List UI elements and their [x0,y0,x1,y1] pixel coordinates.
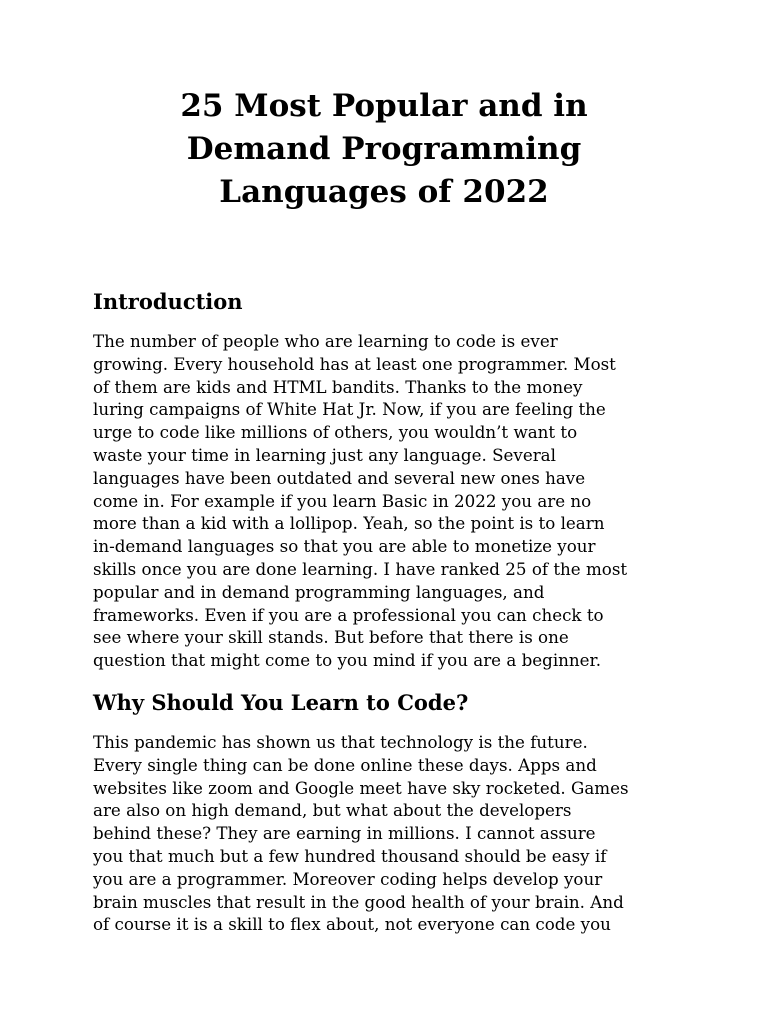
text-line: languages have been outdated and several new ones have [93,467,586,488]
text-line: you are a programmer. Moreover coding helps develop your [93,868,603,889]
title-line: Demand Programming [186,131,582,167]
text-line: of course it is a skill to flex about, not everyone can code you [93,914,611,935]
text-line: behind these? They are earning in millions. I cannot assure [93,823,596,844]
text-line: websites like zoom and Google meet have sky rocketed. Games [93,777,629,798]
text-line: urge to code like millions of others, you wouldn’t want to [93,422,578,443]
introduction-paragraph [93,330,683,672]
section-heading-why-learn-to-code: Why Should You Learn to Code? [93,689,469,715]
text-line: frameworks. Even if you are a professional you can check to [93,604,604,625]
text-line: you that much but a few hundred thousand should be easy if [93,845,607,866]
text-line: are also on high demand, but what about the developers [93,800,572,821]
text-line: of them are kids and HTML bandits. Thanks to the money [93,376,583,397]
text-line: popular and in demand programming languages, and [93,581,545,602]
text-line: see where your skill stands. But before that there is one [93,627,569,648]
text-line: question that might come to you mind if you are a beginner. [93,650,601,671]
title-line: 25 Most Popular and in [180,88,588,124]
text-line: come in. For example if you learn Basic in 2022 you are no [93,490,592,511]
why-learn-paragraph [93,731,683,936]
document-title [93,85,675,214]
text-line: brain muscles that result in the good health of your brain. And [93,891,624,912]
text-line: skills once you are done learning. I have ranked 25 of the most [93,558,628,579]
title-line: Languages of 2022 [219,174,549,210]
document-page [93,85,683,936]
text-line: in-demand languages so that you are able to monetize your [93,536,596,557]
text-line: growing. Every household has at least one programmer. Most [93,353,616,374]
text-line: more than a kid with a lollipop. Yeah, so the point is to learn [93,513,605,534]
text-line: Every single thing can be done online these days. Apps and [93,754,597,775]
text-line: waste your time in learning just any language. Several [93,444,556,465]
section-heading-introduction: Introduction [93,289,243,314]
text-line: luring campaigns of White Hat Jr. Now, if you are feeling the [93,399,606,420]
text-line: This pandemic has shown us that technology is the future. [93,731,588,752]
text-line: The number of people who are learning to code is ever [93,331,558,351]
